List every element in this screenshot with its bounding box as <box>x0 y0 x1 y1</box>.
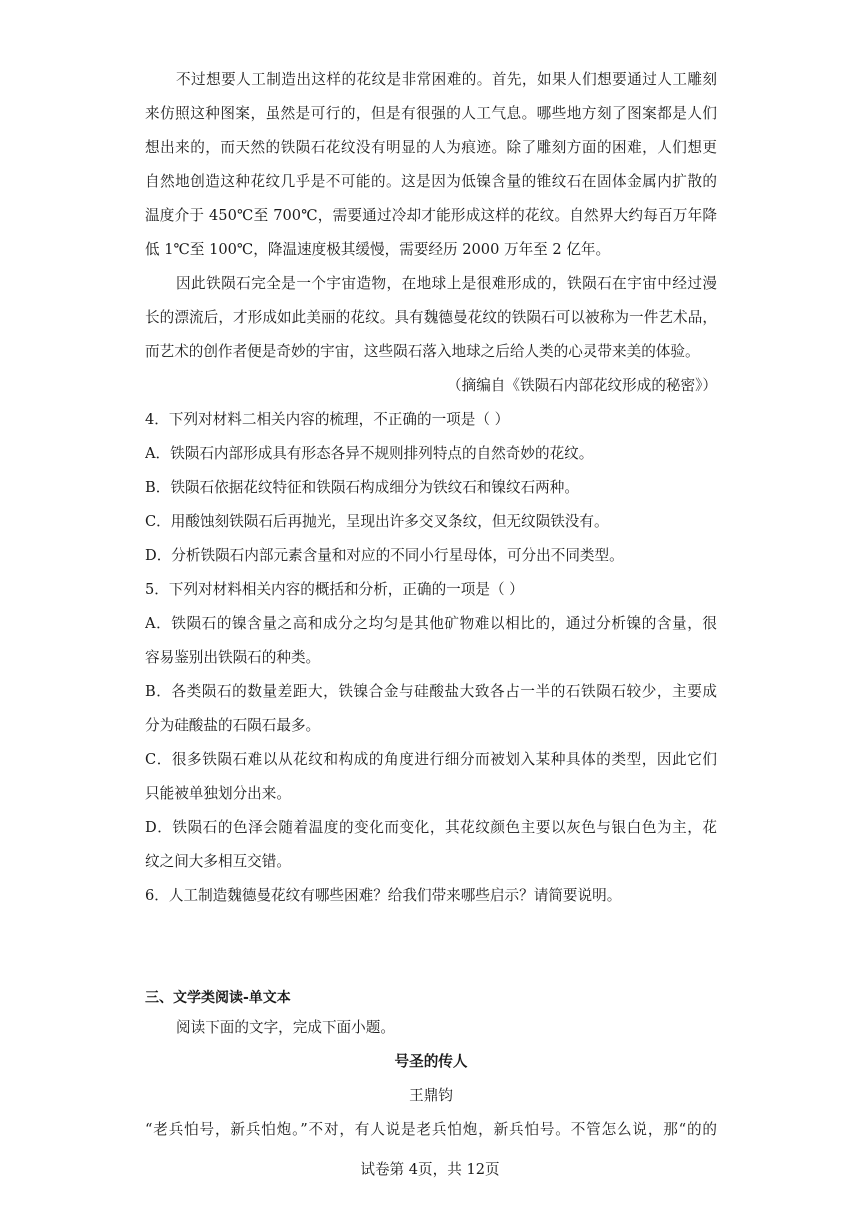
passage-p2-line-1: 因此铁陨石完全是一个宇宙造物，在地球上是很难形成的，铁陨石在宇宙中经过漫 <box>176 275 717 292</box>
passage-p1-line-6: 低 1℃至 100℃，降温速度极其缓慢，需要经历 2000 万年至 2 亿年。 <box>145 241 611 258</box>
section-3-instruction: 阅读下面的文字，完成下面小题。 <box>176 1019 395 1036</box>
question-5-option-b-line-2: 分为硅酸盐的石陨石最多。 <box>145 717 321 734</box>
passage-p1-line-1: 不过想要人工制造出这样的花纹是非常困难的。首先，如果人们想要通过人工雕刻 <box>176 71 717 88</box>
passage-source: （摘编自《铁陨石内部花纹形成的秘密》） <box>447 377 717 394</box>
question-4-stem: 4．下列对材料二相关内容的梳理，不正确的一项是（ ） <box>145 411 510 428</box>
question-5-option-d-line-1: D．铁陨石的色泽会随着温度的变化而变化，其花纹颜色主要以灰色与银白色为主，花 <box>145 819 717 836</box>
question-5-option-c-line-1: C．很多铁陨石难以从花纹和构成的角度进行细分而被划入某种具体的类型，因此它们 <box>145 751 717 768</box>
question-4-option-c: C．用酸蚀刻铁陨石后再抛光，呈现出许多交叉条纹，但无纹陨铁没有。 <box>145 513 609 530</box>
page-footer: 试卷第 4页，共 12页 <box>360 1161 500 1178</box>
passage-p1-line-4: 自然地创造这种花纹几乎是不可能的。这是因为低镍含量的锥纹石在固体金属内扩散的 <box>145 173 717 190</box>
passage-p1-line-5: 温度介于 450℃至 700℃，需要通过冷却才能形成这样的花纹。自然界大约每百万年降 <box>145 207 717 224</box>
story-author: 王鼎钧 <box>409 1087 453 1104</box>
question-6-stem: 6．人工制造魏德曼花纹有哪些困难？给我们带来哪些启示？请简要说明。 <box>145 887 622 904</box>
section-3-heading: 三、文学类阅读-单文本 <box>145 990 291 1006</box>
question-5-option-b-line-1: B．各类陨石的数量差距大，铁镍合金与硅酸盐大致各占一半的石铁陨石较少，主要成 <box>145 683 717 700</box>
passage-p2-line-2: 长的漂流后，才形成如此美丽的花纹。具有魏德曼花纹的铁陨石可以被称为一件艺术品， <box>145 309 717 326</box>
passage-p1-line-3: 想出来的，而天然的铁陨石花纹没有明显的人为痕迹。除了雕刻方面的困难，人们想更 <box>145 139 717 156</box>
question-4-option-b: B．铁陨石依据花纹特征和铁陨石构成细分为铁纹石和镍纹石两种。 <box>145 479 579 496</box>
question-4-option-a: A．铁陨石内部形成具有形态各异不规则排列特点的自然奇妙的花纹。 <box>145 445 594 462</box>
question-5-option-a-line-2: 容易鉴别出铁陨石的种类。 <box>145 649 321 666</box>
story-title: 号圣的传人 <box>394 1053 468 1070</box>
question-5-option-a-line-1: A．铁陨石的镍含量之高和成分之均匀是其他矿物难以相比的，通过分析镍的含量，很 <box>145 615 717 632</box>
passage-p1-line-2: 来仿照这种图案，虽然是可行的，但是有很强的人工气息。哪些地方刻了图案都是人们 <box>145 105 717 122</box>
question-5-option-d-line-2: 纹之间大多相互交错。 <box>145 853 291 870</box>
question-5-option-c-line-2: 只能被单独划分出来。 <box>145 785 291 802</box>
passage-p2-line-3: 而艺术的创作者便是奇妙的宇宙，这些陨石落入地球之后给人类的心灵带来美的体验。 <box>145 343 700 360</box>
question-4-option-d: D．分析铁陨石内部元素含量和对应的不同小行星母体，可分出不同类型。 <box>145 547 624 564</box>
question-5-stem: 5．下列对材料相关内容的概括和分析，正确的一项是（ ） <box>145 581 524 598</box>
story-first-line: “老兵怕号，新兵怕炮。”不对，有人说是老兵怕炮，新兵怕号。不管怎么说，那“的的 <box>145 1121 717 1138</box>
